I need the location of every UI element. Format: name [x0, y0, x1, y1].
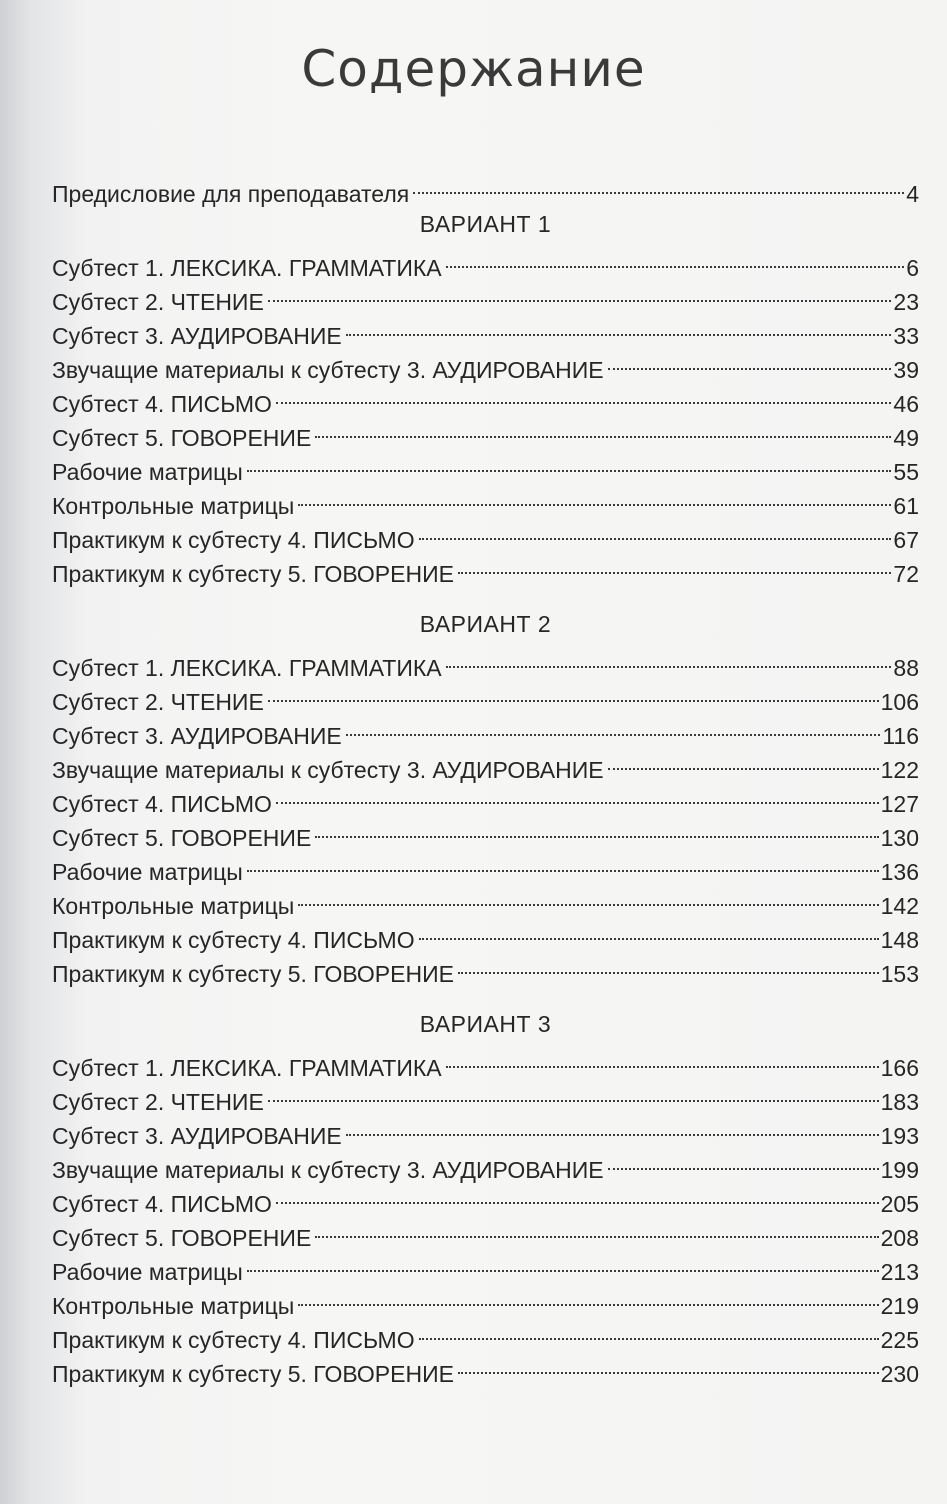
dot-leader	[458, 948, 879, 982]
toc-entry	[52, 242, 919, 281]
section-heading: ВАРИАНТ 3	[419, 1011, 552, 1037]
dot-leader	[419, 1314, 879, 1348]
toc-entry-label: Субтест 2. ЧТЕНИЕ	[52, 1089, 264, 1115]
dot-leader	[446, 242, 905, 276]
toc-entry-label: Субтест 4. ПИСЬМО	[52, 791, 272, 817]
toc-entry-page: 225	[880, 1327, 919, 1353]
toc-entry-label: Контрольные матрицы	[52, 1293, 295, 1319]
dot-leader	[298, 480, 891, 514]
dot-leader	[315, 412, 891, 446]
toc-entry-page: 183	[880, 1089, 919, 1115]
toc-entry-label: Практикум к субтесту 5. ГОВОРЕНИЕ	[52, 561, 454, 587]
dot-leader	[315, 812, 878, 846]
toc-entry-page: 199	[880, 1157, 919, 1183]
toc-entry-label: Рабочие матрицы	[52, 859, 243, 885]
toc-entry-label: Звучащие материалы к субтесту 3. АУДИРОВАНИЕ	[52, 357, 604, 383]
dot-leader	[268, 276, 892, 310]
toc-entry-page: 153	[880, 961, 919, 987]
toc-entry-label: Субтест 5. ГОВОРЕНИЕ	[52, 1225, 312, 1251]
dot-leader	[247, 846, 879, 880]
toc-entry-page: 39	[893, 357, 919, 383]
toc-entry-page: 33	[893, 323, 919, 349]
toc-entry-page: 55	[893, 459, 919, 485]
toc-entry-page: 6	[906, 255, 919, 281]
dot-leader	[268, 1076, 879, 1110]
toc-entry-page: 116	[882, 723, 919, 749]
toc-sections	[52, 202, 919, 1387]
dot-leader	[608, 344, 892, 378]
dot-leader	[346, 310, 892, 344]
toc-entry-label: Субтест 1. ЛЕКСИКА. ГРАММАТИКА	[52, 1055, 442, 1081]
dot-leader	[298, 1280, 878, 1314]
dot-leader	[446, 1042, 879, 1076]
dot-leader	[268, 676, 879, 710]
dot-leader	[346, 1110, 879, 1144]
page-title: Содержание	[301, 40, 646, 98]
toc-entry-page: 230	[880, 1361, 919, 1387]
toc-entry-label: Субтест 5. ГОВОРЕНИЕ	[52, 425, 312, 451]
toc-entry-label: Субтест 2. ЧТЕНИЕ	[52, 289, 264, 315]
toc-entry-page: 166	[880, 1055, 919, 1081]
toc-entry-label: Практикум к субтесту 4. ПИСЬМО	[52, 927, 415, 953]
toc-entry-page: 213	[880, 1259, 919, 1285]
toc-entry	[52, 642, 919, 681]
toc-entry-label: Практикум к субтесту 4. ПИСЬМО	[52, 527, 415, 553]
toc-entry-label: Субтест 4. ПИСЬМО	[52, 391, 272, 417]
dot-leader	[419, 514, 892, 548]
dot-leader	[276, 778, 879, 812]
section-heading: ВАРИАНТ 1	[419, 211, 552, 237]
dot-leader	[276, 1178, 879, 1212]
toc-entry-label: Субтест 1. ЛЕКСИКА. ГРАММАТИКА	[52, 255, 442, 281]
toc-entry-label: Звучащие материалы к субтесту 3. АУДИРОВАНИЕ	[52, 1157, 604, 1183]
toc-entry-label: Субтест 3. АУДИРОВАНИЕ	[52, 1123, 342, 1149]
toc-entry-page: 67	[893, 527, 919, 553]
toc-entry-label: Субтест 4. ПИСЬМО	[52, 1191, 272, 1217]
toc-entry-label: Практикум к субтесту 4. ПИСЬМО	[52, 1327, 415, 1353]
toc-entry-page: 205	[880, 1191, 919, 1217]
toc-entry-page: 219	[880, 1293, 919, 1319]
toc-entry-label: Субтест 3. АУДИРОВАНИЕ	[52, 323, 342, 349]
dot-leader	[247, 1246, 879, 1280]
dot-leader	[608, 1144, 879, 1178]
toc-entry-label: Субтест 1. ЛЕКСИКА. ГРАММАТИКА	[52, 655, 442, 681]
table-of-contents	[52, 168, 919, 1387]
dot-leader	[298, 880, 878, 914]
toc-entry-label: Контрольные матрицы	[52, 893, 295, 919]
toc-entry-page: 4	[906, 181, 919, 207]
toc-entry-page: 72	[893, 561, 919, 587]
toc-entry-preface	[52, 168, 919, 207]
toc-entry-page: 61	[893, 493, 919, 519]
toc-entry-label: Звучащие материалы к субтесту 3. АУДИРОВАНИЕ	[52, 757, 604, 783]
dot-leader	[315, 1212, 878, 1246]
dot-leader	[446, 642, 892, 676]
toc-entry-page: 136	[880, 859, 919, 885]
toc-entry-label: Субтест 2. ЧТЕНИЕ	[52, 689, 264, 715]
toc-entry-label: Контрольные матрицы	[52, 493, 295, 519]
toc-entry-page: 88	[893, 655, 919, 681]
dot-leader	[458, 1348, 879, 1382]
toc-entry-page: 46	[893, 391, 919, 417]
toc-entry-label: Рабочие матрицы	[52, 1259, 243, 1285]
dot-leader	[276, 378, 891, 412]
toc-entry-page: 122	[880, 757, 919, 783]
dot-leader	[247, 446, 892, 480]
toc-entry-label: Практикум к субтесту 5. ГОВОРЕНИЕ	[52, 961, 454, 987]
toc-entry-label: Субтест 3. АУДИРОВАНИЕ	[52, 723, 342, 749]
toc-entry-page: 208	[880, 1225, 919, 1251]
toc-entry-page: 142	[880, 893, 919, 919]
dot-leader	[458, 548, 891, 582]
toc-entry-page: 130	[880, 825, 919, 851]
toc-entry-page: 148	[880, 927, 919, 953]
toc-entry-page: 127	[880, 791, 919, 817]
toc-entry-page: 193	[880, 1123, 919, 1149]
toc-entry-page: 23	[893, 289, 919, 315]
dot-leader	[608, 744, 879, 778]
section-heading: ВАРИАНТ 2	[419, 611, 552, 637]
dot-leader	[419, 914, 879, 948]
toc-entry-label: Предисловие для преподавателя	[52, 181, 410, 207]
toc-entry-page: 49	[893, 425, 919, 451]
dot-leader	[346, 710, 881, 744]
toc-entry-label: Практикум к субтесту 5. ГОВОРЕНИЕ	[52, 1361, 454, 1387]
dot-leader	[413, 168, 904, 202]
toc-entry-label: Рабочие матрицы	[52, 459, 243, 485]
toc-entry	[52, 1042, 919, 1081]
toc-entry-page: 106	[880, 689, 919, 715]
toc-entry-label: Субтест 5. ГОВОРЕНИЕ	[52, 825, 312, 851]
